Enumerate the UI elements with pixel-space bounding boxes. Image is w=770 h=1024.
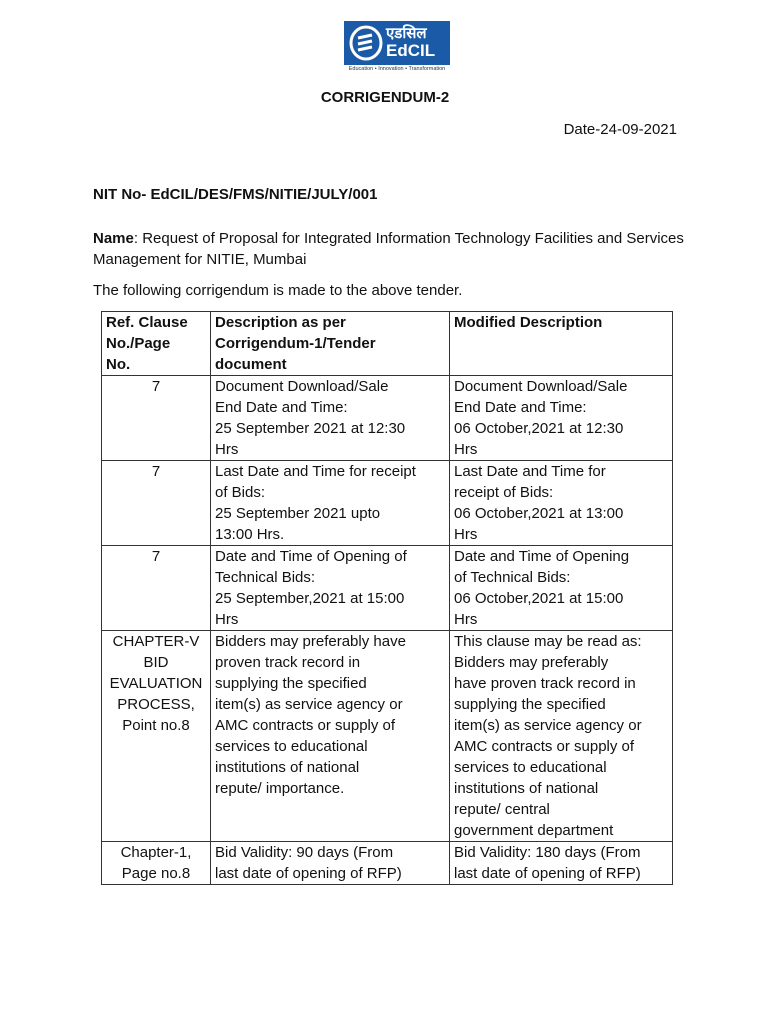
corrigendum-table: [101, 311, 673, 885]
table-row: [102, 461, 673, 546]
intro-text: The following corrigendum is made to the above tender.: [93, 282, 463, 299]
tender-name: [93, 228, 693, 270]
row-modified-cell: This clause may be read as: Bidders may preferably have proven track record in supplying the specified item(s) as service agency or AMC contracts or supply of services to educational institutions of national repute/ central government department: [450, 631, 673, 842]
row-modified-cell: Date and Time of Opening of Technical Bids: 06 October,2021 at 15:00 Hrs: [450, 546, 673, 631]
edcil-logo: [344, 21, 450, 73]
row-description-cell: Bidders may preferably have proven track record in supplying the specified item(s) as service agency or AMC contracts or supply of services to educational institutions of national repute/ importance.: [211, 631, 450, 842]
table-row: [102, 546, 673, 631]
logo-english-text: EdCIL: [386, 41, 436, 60]
row-ref-cell: CHAPTER-V BID EVALUATION PROCESS, Point no.8: [102, 631, 211, 842]
row-ref-cell: Chapter-1, Page no.8: [102, 842, 211, 885]
row-description-cell: Document Download/Sale End Date and Time: 25 September 2021 at 12:30 Hrs: [211, 376, 450, 461]
table-row: [102, 631, 673, 842]
edcil-emblem-icon: [348, 24, 384, 62]
logo-hindi-text: एडसिल: [386, 25, 427, 42]
row-ref-cell: 7: [102, 376, 211, 461]
name-label: Name: [93, 230, 134, 247]
table-header-row: [102, 312, 673, 376]
logo-tagline: Education • Innovation • Transformation: [348, 66, 446, 72]
row-description-cell: Bid Validity: 90 days (From last date of opening of RFP): [211, 842, 450, 885]
row-modified-cell: Document Download/Sale End Date and Time: 06 October,2021 at 12:30 Hrs: [450, 376, 673, 461]
row-ref-cell: 7: [102, 461, 211, 546]
row-modified-cell: Last Date and Time for receipt of Bids: 06 October,2021 at 13:00 Hrs: [450, 461, 673, 546]
header-description: Description as per Corrigendum-1/Tender document: [211, 312, 450, 376]
table-row: [102, 376, 673, 461]
row-description-cell: Date and Time of Opening of Technical Bids: 25 September,2021 at 15:00 Hrs: [211, 546, 450, 631]
nit-number: NIT No- EdCIL/DES/FMS/NITIE/JULY/001: [93, 186, 378, 203]
table-row: [102, 842, 673, 885]
row-description-cell: Last Date and Time for receipt of Bids: 25 September 2021 upto 13:00 Hrs.: [211, 461, 450, 546]
header-ref-clause: Ref. Clause No./Page No.: [102, 312, 211, 376]
document-title: CORRIGENDUM-2: [320, 89, 450, 106]
header-modified-description: Modified Description: [450, 312, 673, 376]
row-modified-cell: Bid Validity: 180 days (From last date of opening of RFP): [450, 842, 673, 885]
row-ref-cell: 7: [102, 546, 211, 631]
document-date: Date-24-09-2021: [563, 121, 677, 138]
name-text: : Request of Proposal for Integrated Information Technology Facilities and Services Management for NITIE, Mumbai: [93, 230, 684, 268]
